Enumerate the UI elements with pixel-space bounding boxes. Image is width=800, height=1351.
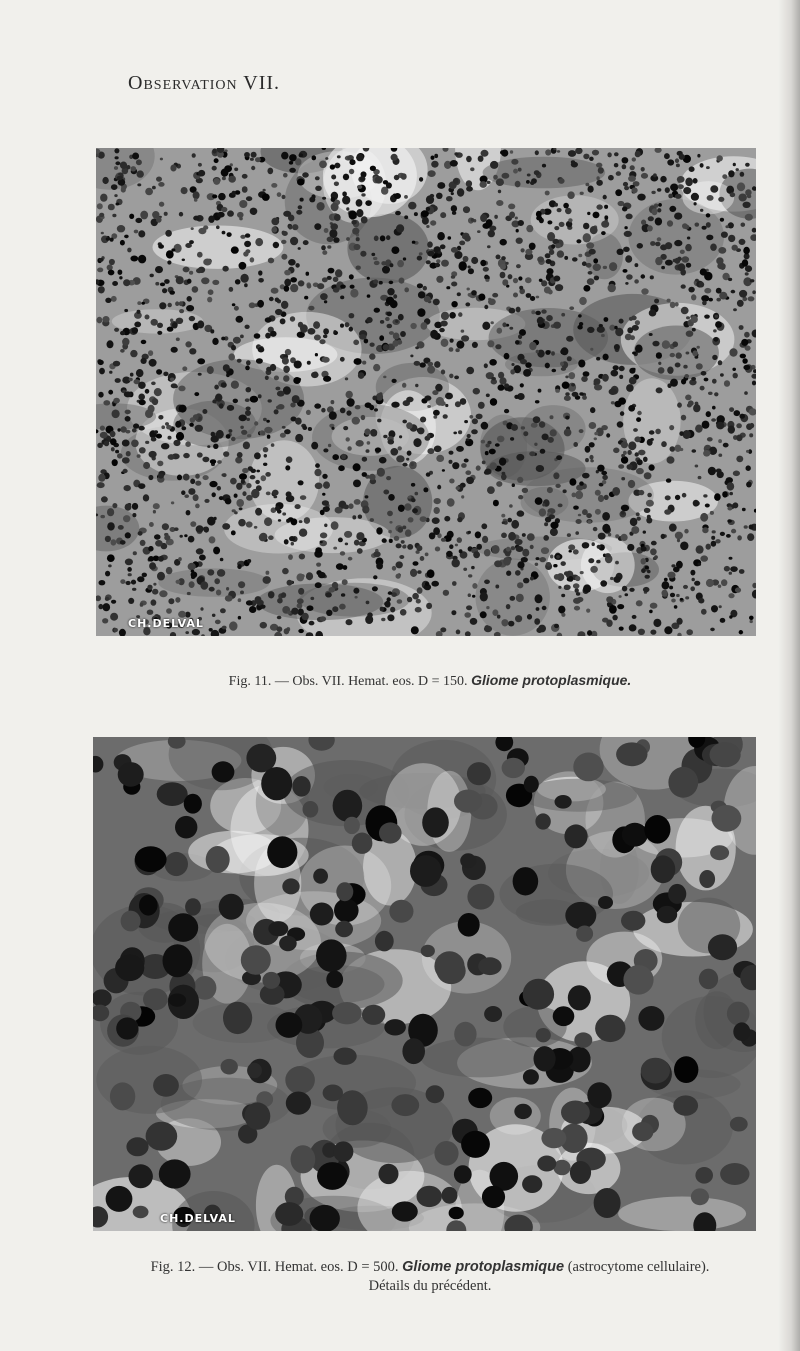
- figure-11-caption-italic: Gliome protoplasmique.: [471, 672, 632, 688]
- figure-12-caption-lead: Fig. 12. — Obs. VII. Hemat. eos. D = 500.: [150, 1259, 399, 1275]
- figure-11-micrograph-image: [96, 148, 756, 636]
- header-title-prefix: Observation: [128, 72, 238, 94]
- page-header: [128, 72, 280, 95]
- figure-12-signature: CH.DELVAL: [160, 1212, 236, 1225]
- figure-12-caption-tail: (astrocytome cellulaire).: [567, 1259, 710, 1275]
- figure-12-caption: [90, 1258, 770, 1296]
- header-title-number: VII.: [243, 72, 281, 94]
- figure-12-micrograph: [93, 737, 756, 1231]
- figure-11-caption: [100, 672, 760, 690]
- figure-11-micrograph: [96, 148, 756, 636]
- figure-11-caption-lead: Fig. 11. — Obs. VII. Hemat. eos. D = 150.: [228, 674, 468, 689]
- figure-12-caption-line2: Détails du précédent.: [368, 1278, 492, 1294]
- figure-11-signature: CH.DELVAL: [128, 617, 204, 630]
- figure-12-caption-line1: [90, 1258, 770, 1277]
- figure-12-micrograph-image: [93, 737, 756, 1231]
- figure-12-caption-italic: Gliome protoplasmique: [402, 1259, 565, 1275]
- page-edge-shadow: [778, 0, 800, 1351]
